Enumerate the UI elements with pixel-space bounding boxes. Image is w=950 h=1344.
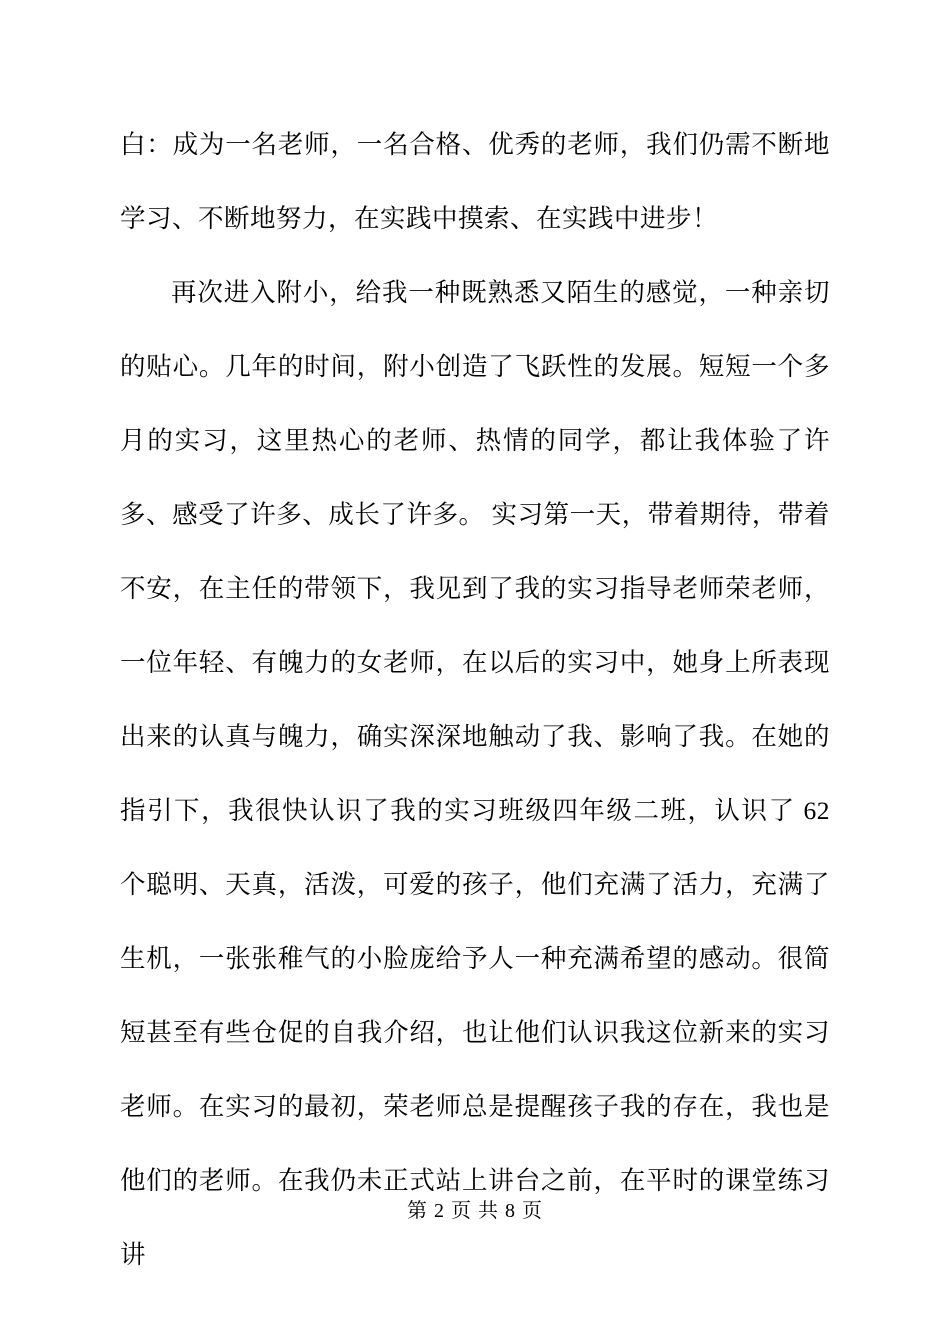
page-footer: 第 2 页 共 8 页 — [407, 1200, 543, 1222]
paragraph-1: 白：成为一名老师，一名合格、优秀的老师，我们仍需不断地学习、不断地努力，在实践中摸索、在实践中进步！ — [120, 130, 830, 233]
page-body — [120, 108, 837, 1292]
paragraph-2: 再次进入附小，给我一种既熟悉又陌生的感觉，一种亲切的贴心。几年的时间，附小创造了飞跃性的发展。短短一个多月的实习，这里热心的老师、热情的同学，都让我体验了许多、感受了许多、成长了许多。 实习第一天，带着期待，带着不安，在主任的带领下，我见到了我的实习指导老师荣老师，一位年轻、有魄力的女老师，在以后的实习中，她身上所表现出来的认真与魄力，确实深深地触动了我、影响了我。在她的指引下，我很快认识了我的实习班级四年级二班，认识了 62 个聪明、天真，活泼，可爱的孩子，他们充满了活力，充满了生机，一张张稚气的小脸庞给予人一种充满希望的感动。很简短甚至有些仓促的自我介绍，也让他们认识我这位新来的实习老师。在实习的最初，荣老师总是提醒孩子我的存在，我也是他们的老师。在我仍未正式站上讲台之前，在平时的课堂练习讲 — [120, 278, 837, 1269]
